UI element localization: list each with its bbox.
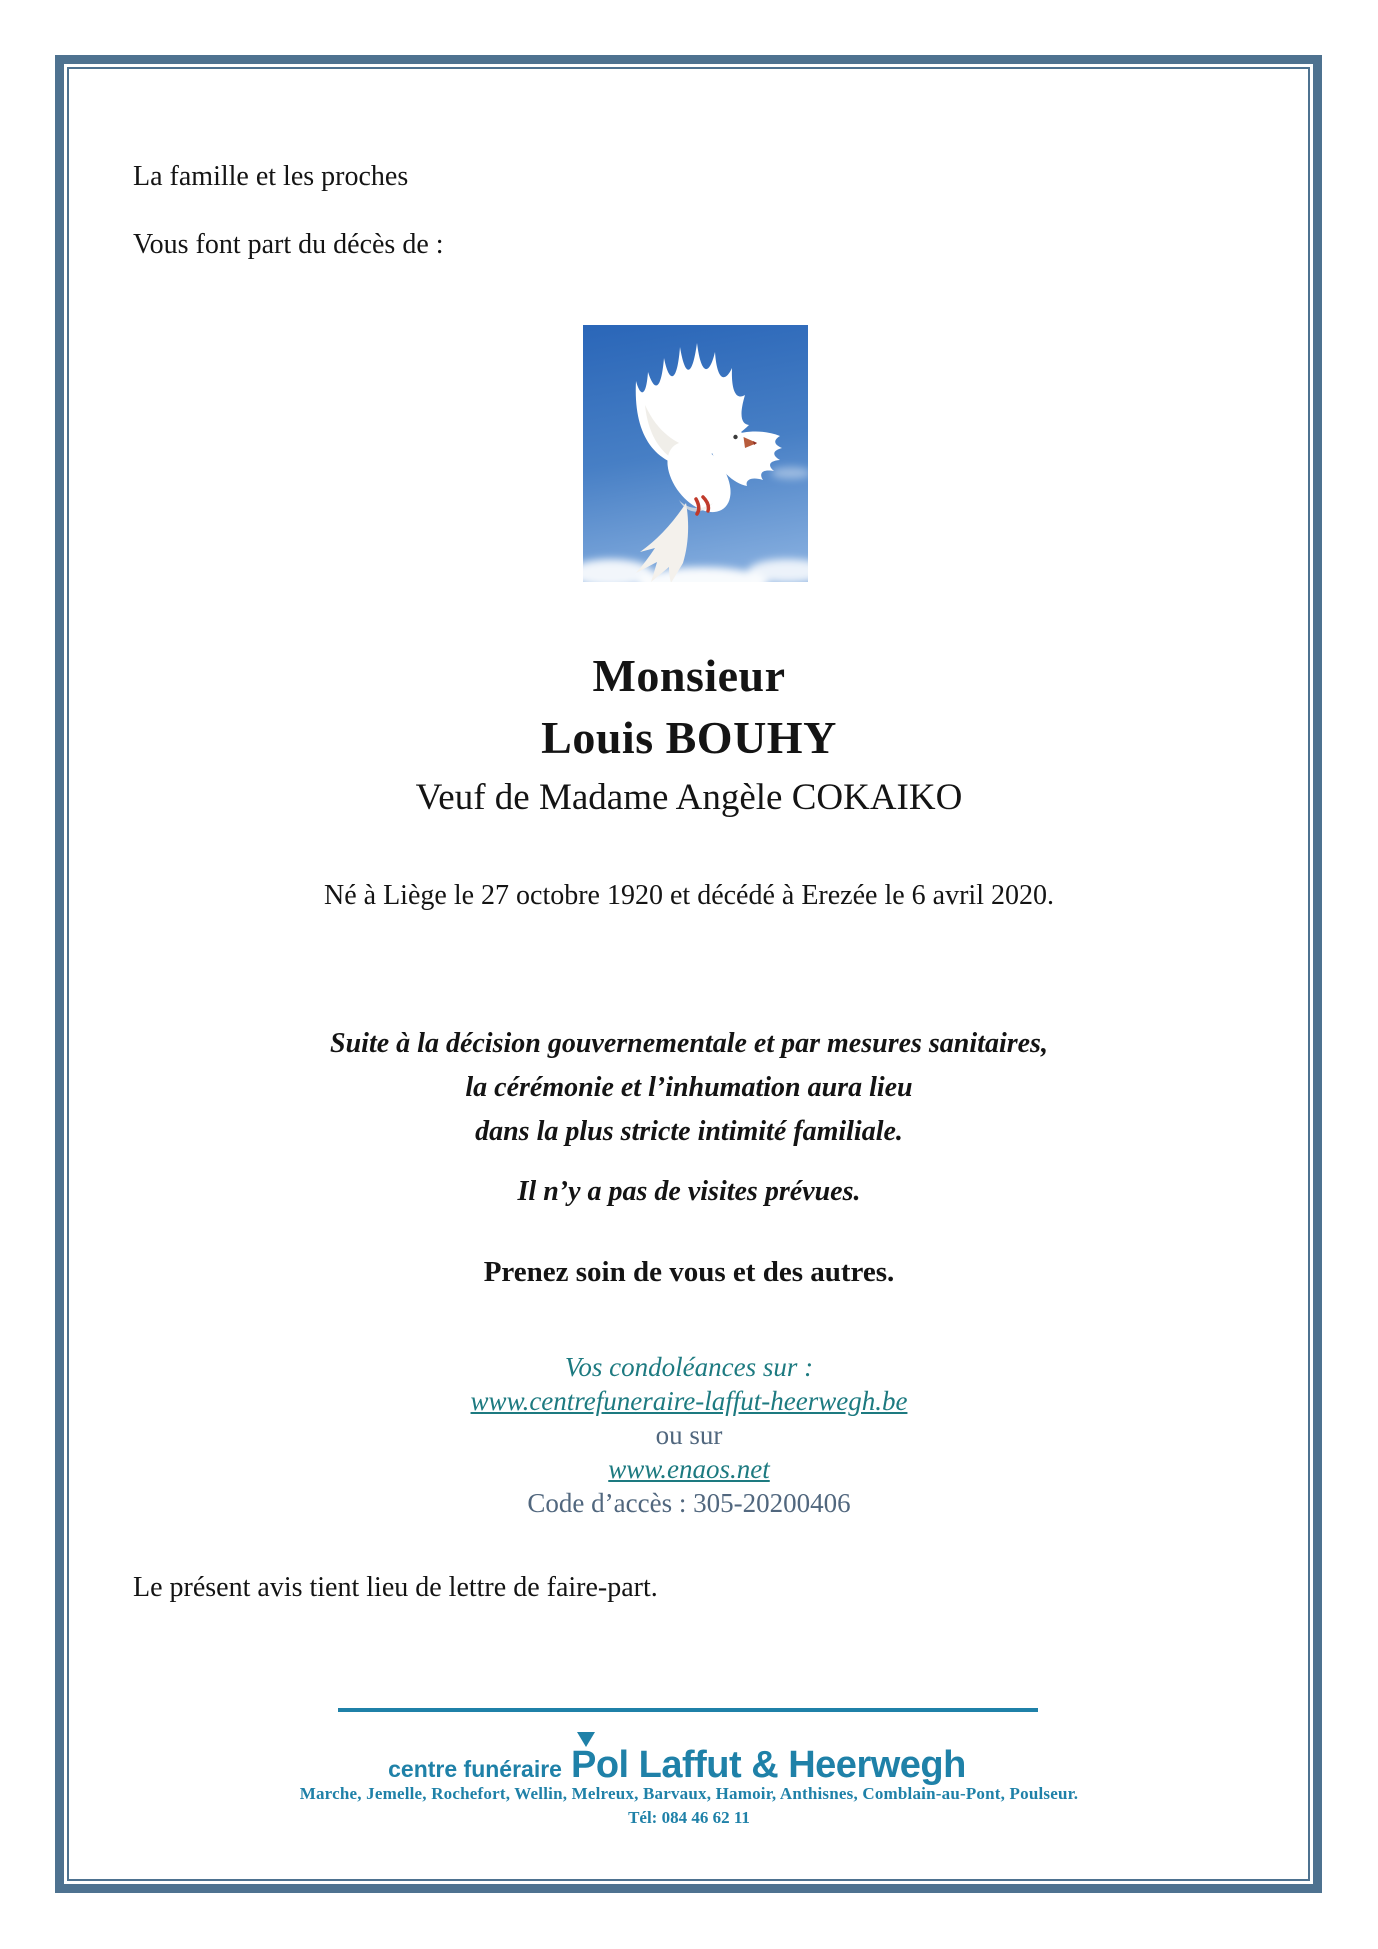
- deceased-widow-line: Veuf de Madame Angèle COKAIKO: [415, 777, 963, 818]
- take-care-line: Prenez soin de vous et des autres.: [483, 1256, 895, 1288]
- deceased-salutation: Monsieur: [592, 650, 786, 701]
- funeral-home-type-label: centre funéraire: [388, 1756, 562, 1782]
- faire-part-notice: Le présent avis tient lieu de lettre de faire-part.: [133, 1572, 658, 1603]
- covid-restrictions-notice: [0, 1022, 1378, 1154]
- intro-line-2: Vous font part du décès de :: [133, 229, 444, 260]
- funeral-home-logo: [0, 1744, 1366, 1787]
- condolences-title: Vos condoléances sur :: [564, 1352, 814, 1382]
- covid-line-2: la cérémonie et l’inhumation aura lieu: [465, 1072, 913, 1103]
- no-visits-line: Il n’y a pas de visites prévues.: [517, 1176, 861, 1207]
- funeral-home-locations: Marche, Jemelle, Rochefort, Wellin, Melreux, Barvaux, Hamoir, Anthisnes, Comblain-au-Pont, Poulseur.: [299, 1784, 1079, 1803]
- footer-divider-line: [338, 1708, 1038, 1712]
- condolences-link-enaos[interactable]: www.enaos.net: [608, 1454, 770, 1484]
- condolences-block: [0, 1350, 1378, 1520]
- intro-line-1: La famille et les proches: [133, 161, 409, 192]
- deceased-title-block: [0, 645, 1378, 827]
- covid-line-3: dans la plus stricte intimité familiale.: [475, 1116, 903, 1147]
- funeral-home-name: Pol Laffut & Heerwegh: [570, 1744, 966, 1786]
- condolences-link-centrefuneraire[interactable]: www.centrefuneraire-laffut-heerwegh.be: [470, 1386, 908, 1416]
- dove-icon: [583, 325, 808, 582]
- life-dates: Né à Liège le 27 octobre 1920 et décédé à Erezée le 6 avril 2020.: [324, 880, 1054, 911]
- dove-photo: [583, 325, 808, 582]
- funeral-home-phone: Tél: 084 46 62 11: [628, 1808, 750, 1827]
- deceased-name: Louis BOUHY: [541, 712, 837, 763]
- covid-line-1: Suite à la décision gouvernementale et par mesures sanitaires,: [330, 1028, 1048, 1059]
- access-code: Code d’accès : 305-20200406: [527, 1488, 851, 1518]
- condolences-or-label: ou sur: [655, 1420, 723, 1450]
